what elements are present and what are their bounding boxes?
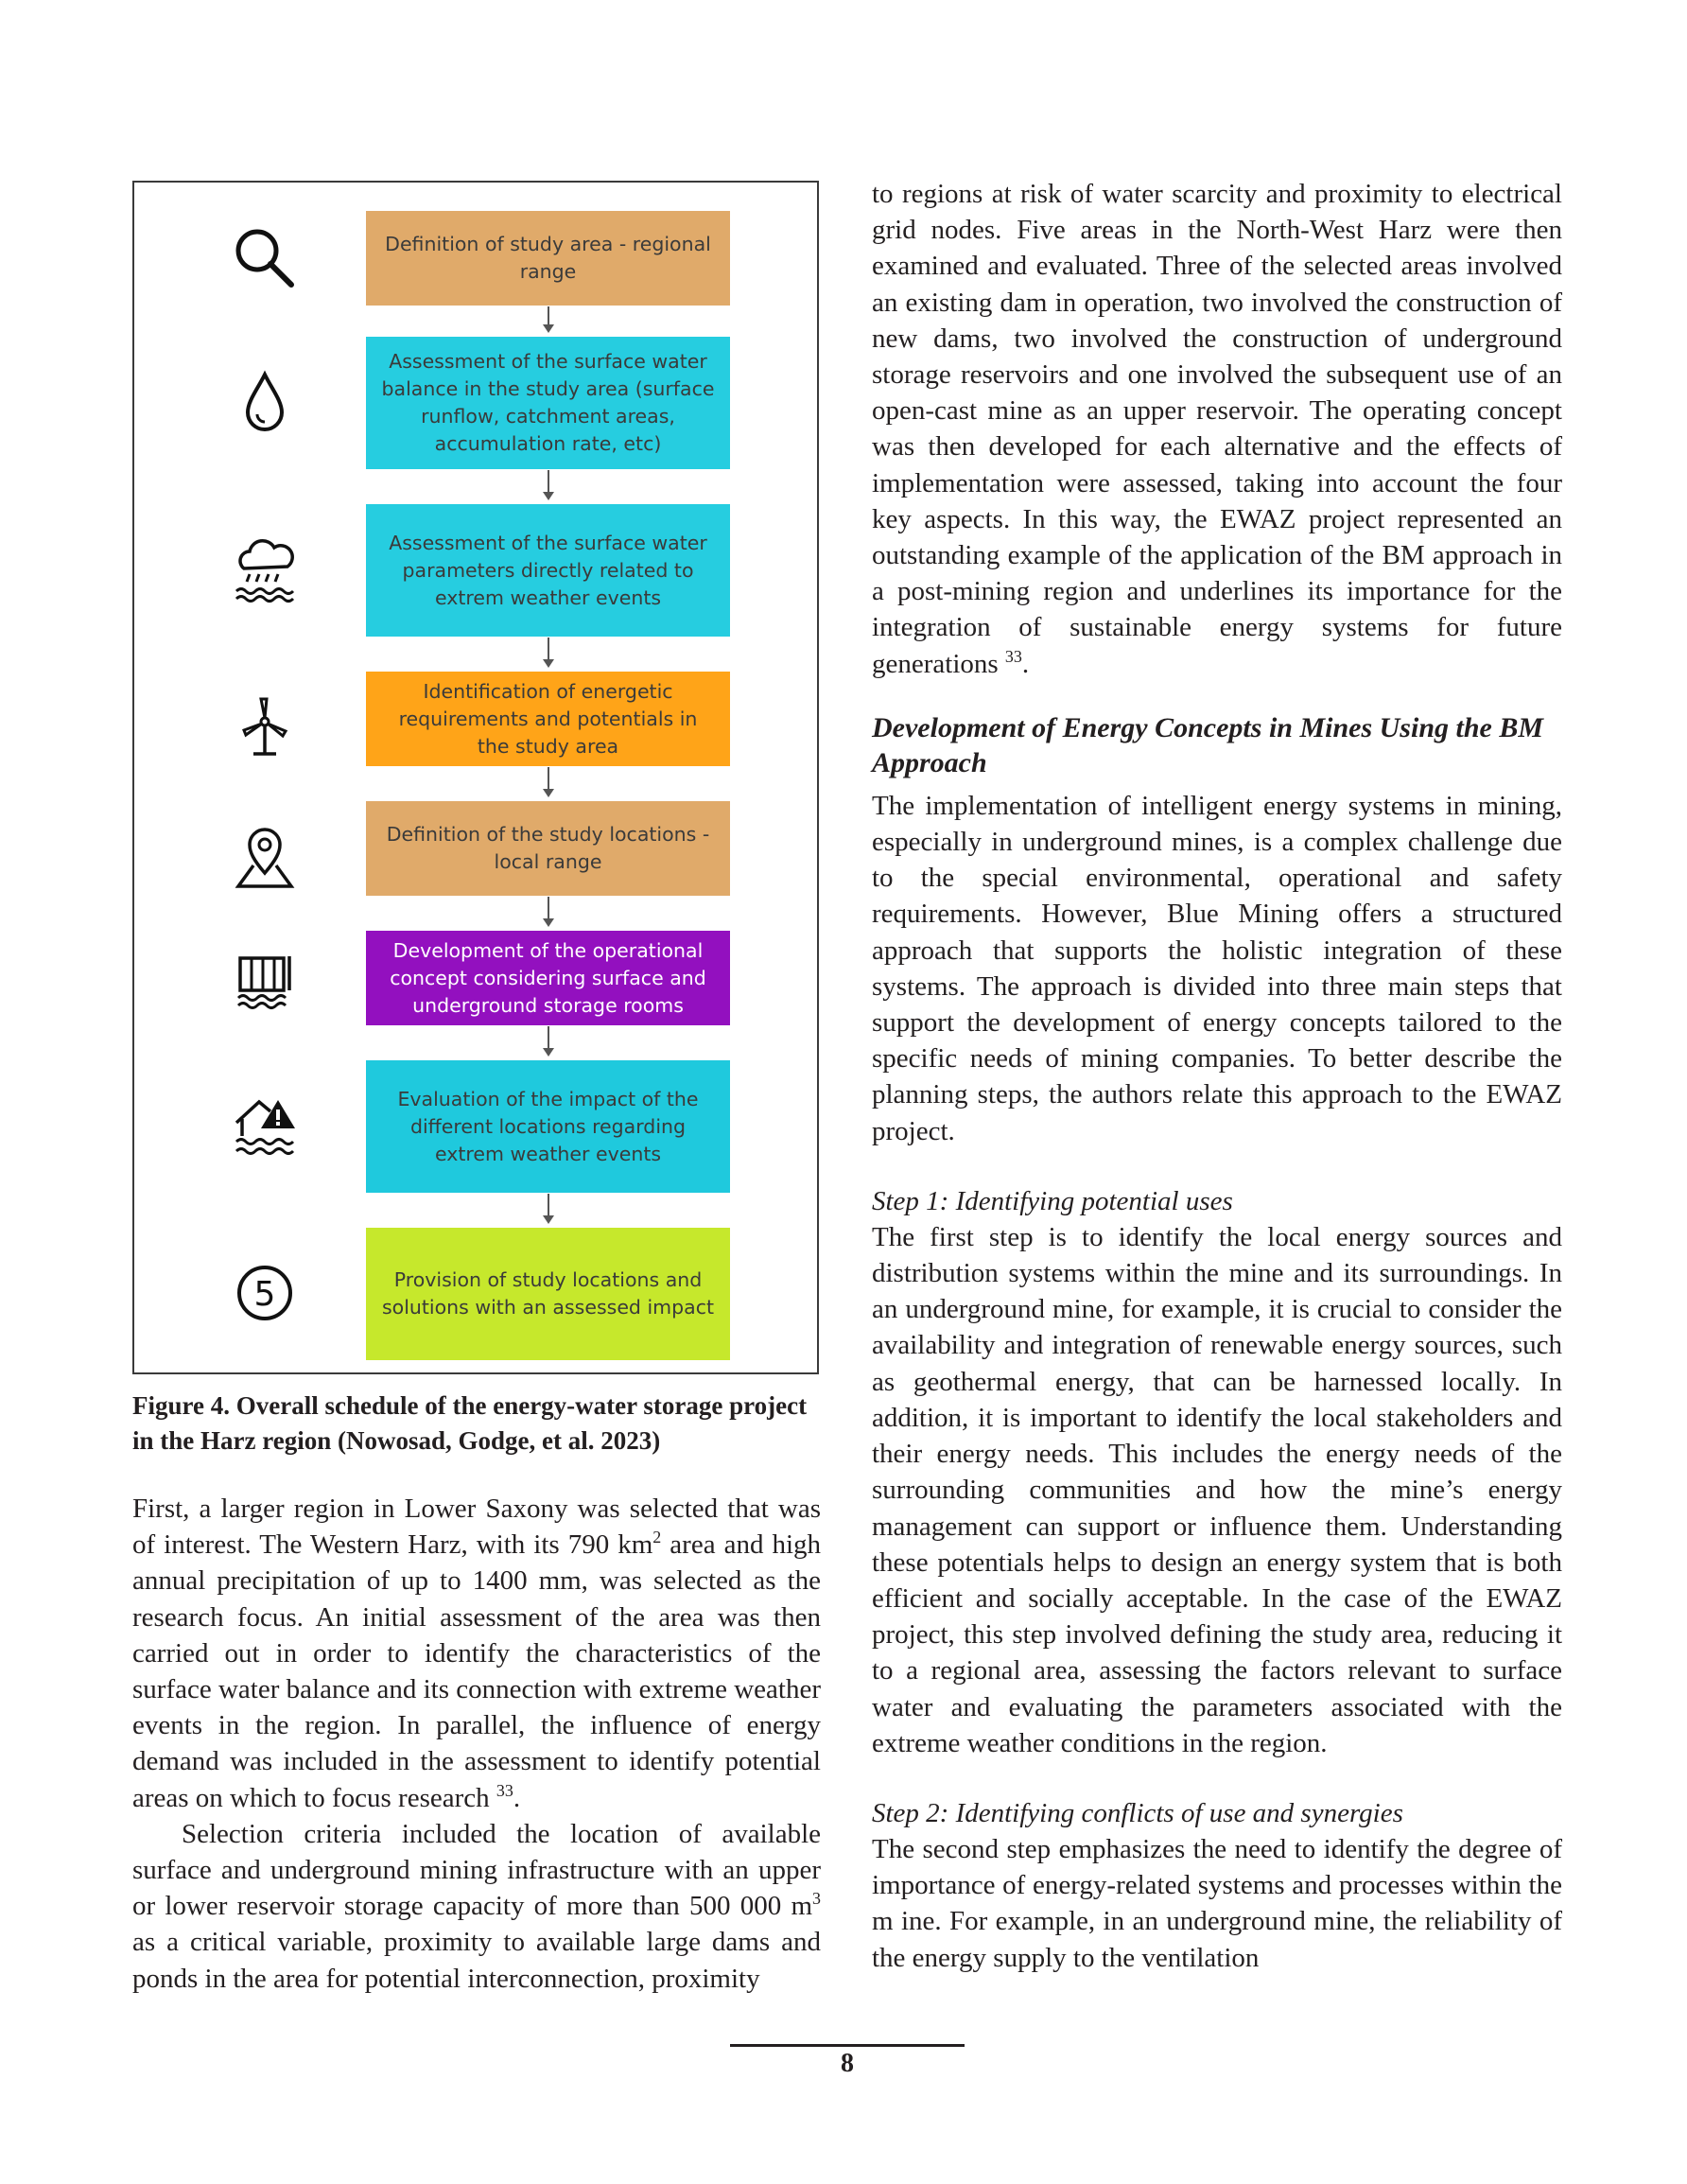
flow-arrow (548, 767, 549, 795)
water-drop-icon (229, 367, 301, 439)
storm-cloud-icon (229, 534, 301, 606)
flow-step-7: Evaluation of the impact of the different locations regarding extrem weather events (366, 1060, 730, 1193)
flow-arrow (548, 1194, 549, 1222)
right-paragraph-2: The implementation of intelligent energy systems in mining, especially in underground mines, is a complex challenge due to the special environmental, operational and safety requirements. However, Blue Mining offers a structured approach that supports the holistic integration of these systems. The approach is divided into three main steps that support the development of energy concepts tailored to the specific needs of mining companies. To better describe the planning steps, the authors relate this approach to the EWAZ project. (872, 790, 1562, 1146)
magnifier-icon (229, 222, 301, 294)
step1-paragraph: The first step is to identify the local energy sources and distribution systems within the mine and its surroundings. In an underground mine, for example, it is crucial to consider the availability and integration of renewable energy sources, such as geothermal energy, that can be harnessed locally. In addition, it is important to identify the local stakeholders and their energy needs. This includes the energy needs of the surrounding communities and how the mine’s energy management can support or influence them. Understanding these potentials helps to design an energy system that is both efficient and socially acceptable. In the case of the EWAZ project, this step involved defining the study area, reducing it to a regional area, assessing the factors relevant to surface water and evaluating the parameters associated with the extreme weather conditions in the region. (872, 1221, 1562, 1758)
left-paragraph-2: Selection criteria included the location of available surface and underground mining infrastructure with an upper or lower reservoir storage capacity of more than 500 000 $m^3$ as a critical variable, proximity to available large dams and ponds in the area for potential interconnection, proximity (132, 1818, 821, 1994)
flow-arrow (548, 1026, 549, 1055)
flow-arrow (548, 897, 549, 925)
number-five-icon (229, 1257, 301, 1329)
figure-caption: Figure 4. Overall schedule of the energy-water storage project in the Harz region (Nowosad, Godge, et al. 2023) (132, 1391, 808, 1455)
flowchart-figure (132, 181, 819, 1374)
flow-step-2: Assessment of the surface water balance in the study area (surface runflow, catchment areas, accumulation rate, etc) (366, 337, 730, 469)
footer-rule (730, 2044, 965, 2047)
svg-text:5: 5 (253, 1275, 276, 1314)
step2-paragraph: The second step emphasizes the need to identify the degree of importance of energy-related systems and processes within the m ine. For example, in an underground mine, the reliability of the energy supply to the ventilation (872, 1833, 1562, 1973)
right-paragraph-1: to regions at risk of water scarcity and proximity to electrical grid nodes. Five areas in the North-West Harz were then examined and evaluated. Three of the selected areas involved an existing dam in operation, two involved the construction of new dams, two involved the construction of underground storage reservoirs and one involved the subsequent use of an open-cast mine as an upper reservoir. The operating concept was then developed for each alternative and the effects of implementation were assessed, taking into account the four key aspects. In this way, the EWAZ project represented an outstanding example of the application of the BM approach in a post-mining region and underlines its importance for the integration of sustainable energy systems for future generations $^{33}$. (872, 179, 1562, 679)
dam-icon (229, 947, 301, 1019)
flow-arrow (548, 470, 549, 498)
flow-step-6: Development of the operational concept considering surface and underground storage rooms (366, 931, 730, 1025)
flow-step-4: Identification of energetic requirements and potentials in the study area (366, 672, 730, 766)
flow-step-5: Definition of the study locations - local range (366, 801, 730, 896)
flow-step-1: Definition of study area - regional range (366, 211, 730, 306)
flow-step-8: Provision of study locations and solutions with an assessed impact (366, 1228, 730, 1360)
page-number: 8 (841, 2049, 854, 2078)
citation-ref: 33 (496, 1780, 513, 1800)
citation-ref: 33 (1004, 646, 1022, 666)
flow-arrow (548, 638, 549, 666)
left-paragraph-1: First, a larger region in Lower Saxony was selected that was of interest. The Western Harz, with its 790 $km^2$ area and high annual precipitation of up to 1400 mm, was selected as the research focus. An initial assessment of the area was then carried out in order to identify the characteristics of the surface water balance and its connection with extreme weather events in the region. In parallel, the influence of energy demand was included in the assessment to identify potential areas on which to focus research $^{33}$. (132, 1494, 822, 1813)
flow-step-3: Assessment of the surface water parameters directly related to extrem weather events (366, 504, 730, 637)
wind-turbine-icon (229, 691, 301, 763)
location-pin-icon (229, 820, 301, 892)
flood-warning-icon (229, 1091, 301, 1162)
step1-title: Step 1: Identifying potential uses (872, 1185, 1233, 1216)
section-heading: Development of Energy Concepts in Mines Using the BM Approach (872, 711, 1544, 778)
step2-title: Step 2: Identifying conflicts of use and synergies (872, 1797, 1403, 1828)
flow-arrow (548, 306, 549, 331)
